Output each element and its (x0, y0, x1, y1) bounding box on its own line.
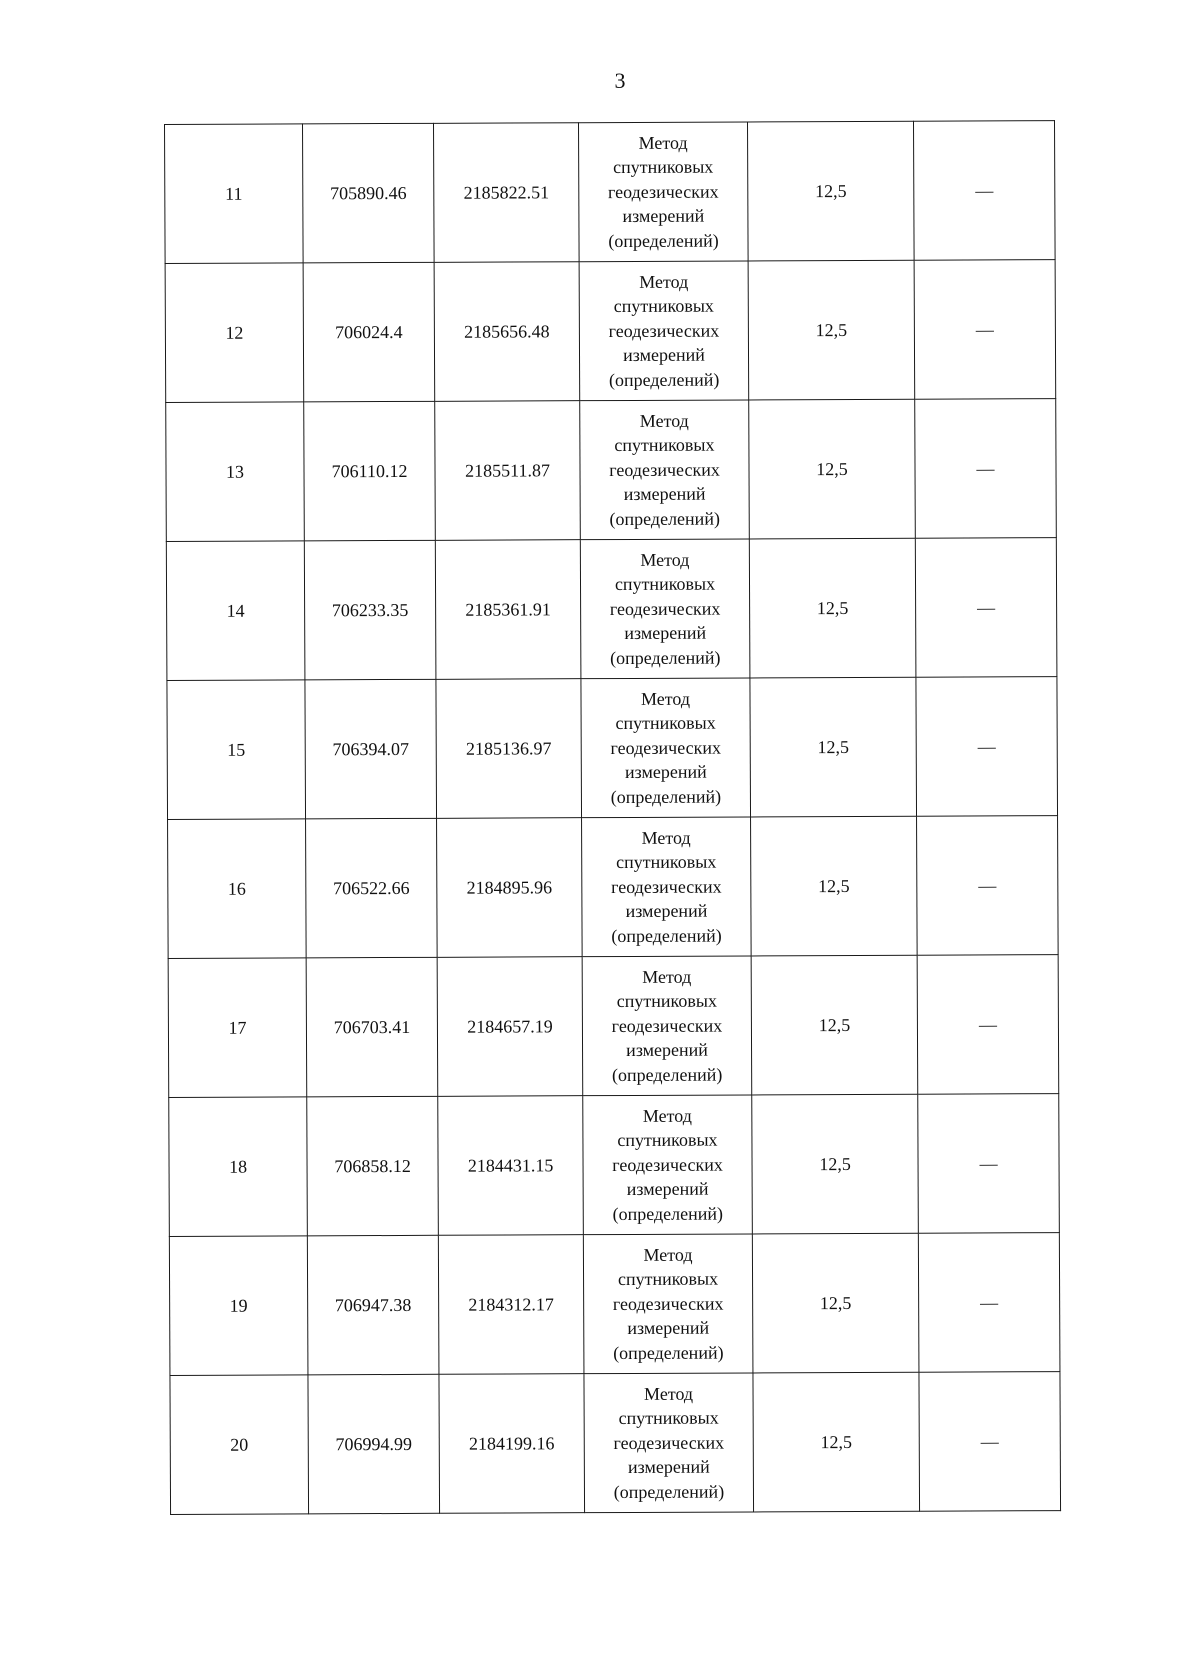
method-line: Метод (640, 549, 690, 570)
x-coordinate-cell: 706858.12 (307, 1096, 439, 1236)
method-line: измерений (623, 483, 706, 505)
y-coordinate-cell: 2185511.87 (435, 401, 581, 541)
method-line: Метод (638, 132, 688, 153)
note-cell: — (919, 1372, 1061, 1512)
x-coordinate-cell: 706233.35 (304, 540, 436, 680)
y-coordinate-cell: 2184312.17 (438, 1235, 584, 1375)
method-line: измерений (627, 1317, 710, 1339)
x-coordinate-cell: 706522.66 (306, 818, 438, 958)
y-coordinate-cell: 2185656.48 (434, 262, 580, 402)
note-cell: — (915, 538, 1057, 678)
method-line: спутниковых (616, 851, 717, 873)
method-line: (определений) (610, 647, 721, 668)
method-cell (583, 1095, 753, 1235)
method-line: Метод (640, 688, 691, 709)
table-row (166, 538, 1057, 681)
note-cell: — (913, 121, 1055, 261)
method-line: спутниковых (613, 295, 714, 317)
method-cell (578, 122, 748, 262)
accuracy-cell: 12,5 (751, 816, 918, 956)
table-row (170, 1372, 1061, 1515)
note-cell: — (917, 816, 1059, 956)
point-number-cell: 13 (166, 402, 305, 542)
method-line: спутниковых (615, 712, 716, 734)
note-cell: — (917, 955, 1059, 1095)
x-coordinate-cell: 706024.4 (303, 262, 435, 402)
method-line: спутниковых (614, 434, 715, 456)
accuracy-cell: 12,5 (749, 399, 916, 539)
method-line: измерений (626, 1178, 709, 1200)
method-line: Метод (643, 1244, 693, 1265)
method-cell (582, 817, 752, 957)
x-coordinate-cell: 706110.12 (304, 401, 436, 541)
table-row (167, 677, 1058, 820)
accuracy-cell: 12,5 (749, 538, 916, 678)
method-line: измерений (627, 1456, 710, 1478)
method-line: (определений) (611, 925, 722, 946)
method-line: (определений) (608, 369, 720, 390)
method-line: спутниковых (614, 573, 716, 595)
method-line: (определений) (612, 1203, 723, 1224)
method-cell (580, 539, 750, 679)
method-line: Метод (641, 827, 691, 848)
note-cell: — (914, 260, 1056, 400)
note-cell: — (918, 1094, 1060, 1234)
y-coordinate-cell: 2185822.51 (433, 123, 579, 263)
method-line: геодезических (609, 459, 720, 480)
table-row (165, 260, 1056, 403)
method-line: геодезических (610, 876, 722, 897)
method-line: геодезических (613, 1432, 725, 1453)
method-line: геодезических (610, 737, 722, 758)
point-number-cell: 16 (168, 819, 307, 959)
note-cell: — (915, 399, 1057, 539)
accuracy-cell: 12,5 (750, 677, 917, 817)
method-line: Метод (639, 410, 689, 431)
y-coordinate-cell: 2184431.15 (438, 1096, 584, 1236)
method-line: измерений (624, 761, 707, 783)
accuracy-cell: 12,5 (748, 260, 915, 400)
x-coordinate-cell: 706703.41 (306, 957, 438, 1097)
x-coordinate-cell: 706947.38 (307, 1235, 439, 1375)
accuracy-cell: 12,5 (752, 1094, 919, 1234)
method-line: Метод (643, 1383, 694, 1404)
method-line: (определений) (611, 1064, 723, 1085)
accuracy-cell: 12,5 (751, 955, 918, 1095)
method-line: геодезических (608, 320, 720, 341)
table-body (165, 121, 1061, 1515)
method-line: (определений) (610, 786, 722, 807)
method-line: (определений) (608, 230, 719, 251)
note-cell: — (918, 1233, 1060, 1373)
method-line: измерений (626, 1039, 708, 1061)
method-cell (580, 400, 750, 540)
point-number-cell: 11 (165, 124, 304, 264)
table-row (168, 955, 1059, 1098)
table-row (169, 1233, 1060, 1376)
method-line: геодезических (607, 181, 719, 202)
method-line: измерений (622, 205, 705, 227)
table-row (168, 816, 1059, 959)
x-coordinate-cell: 706994.99 (308, 1374, 440, 1514)
method-cell (579, 261, 749, 401)
method-line: спутниковых (617, 1129, 718, 1151)
y-coordinate-cell: 2185136.97 (436, 679, 582, 819)
method-line: Метод (639, 271, 689, 292)
table-row (165, 121, 1056, 264)
accuracy-cell: 12,5 (753, 1372, 920, 1512)
method-line: измерений (624, 622, 707, 644)
y-coordinate-cell: 2184895.96 (437, 818, 583, 958)
x-coordinate-cell: 706394.07 (305, 679, 437, 819)
coordinates-table (164, 120, 1061, 1515)
method-line: (определений) (613, 1342, 724, 1363)
method-line: спутниковых (613, 156, 714, 178)
y-coordinate-cell: 2184657.19 (437, 957, 583, 1097)
method-line: спутниковых (616, 990, 717, 1012)
point-number-cell: 20 (170, 1375, 309, 1515)
table-row (166, 399, 1057, 542)
page-number: 3 (614, 68, 626, 93)
point-number-cell: 17 (168, 958, 307, 1098)
y-coordinate-cell: 2185361.91 (435, 540, 581, 680)
method-line: (определений) (613, 1481, 725, 1502)
accuracy-cell: 12,5 (747, 121, 914, 261)
point-number-cell: 18 (169, 1097, 308, 1237)
accuracy-cell: 12,5 (752, 1233, 919, 1373)
point-number-cell: 12 (165, 263, 304, 403)
method-line: геодезических (609, 598, 721, 619)
method-cell (583, 1234, 753, 1374)
point-number-cell: 19 (169, 1236, 308, 1376)
method-cell (584, 1373, 754, 1513)
y-coordinate-cell: 2184199.16 (439, 1374, 585, 1514)
method-cell (581, 678, 751, 818)
method-line: спутниковых (617, 1268, 719, 1290)
method-line: Метод (642, 1105, 692, 1126)
method-cell (582, 956, 752, 1096)
point-number-cell: 14 (166, 541, 305, 681)
method-line: (определений) (609, 508, 720, 529)
method-line: спутниковых (618, 1407, 719, 1429)
point-number-cell: 15 (167, 680, 306, 820)
method-line: Метод (642, 966, 692, 987)
table-row (169, 1094, 1060, 1237)
method-line: измерений (623, 344, 705, 366)
method-line: измерений (625, 900, 708, 922)
method-line: геодезических (611, 1015, 723, 1036)
method-line: геодезических (612, 1293, 724, 1314)
note-cell: — (916, 677, 1058, 817)
x-coordinate-cell: 705890.46 (303, 123, 435, 263)
method-line: геодезических (612, 1154, 723, 1175)
